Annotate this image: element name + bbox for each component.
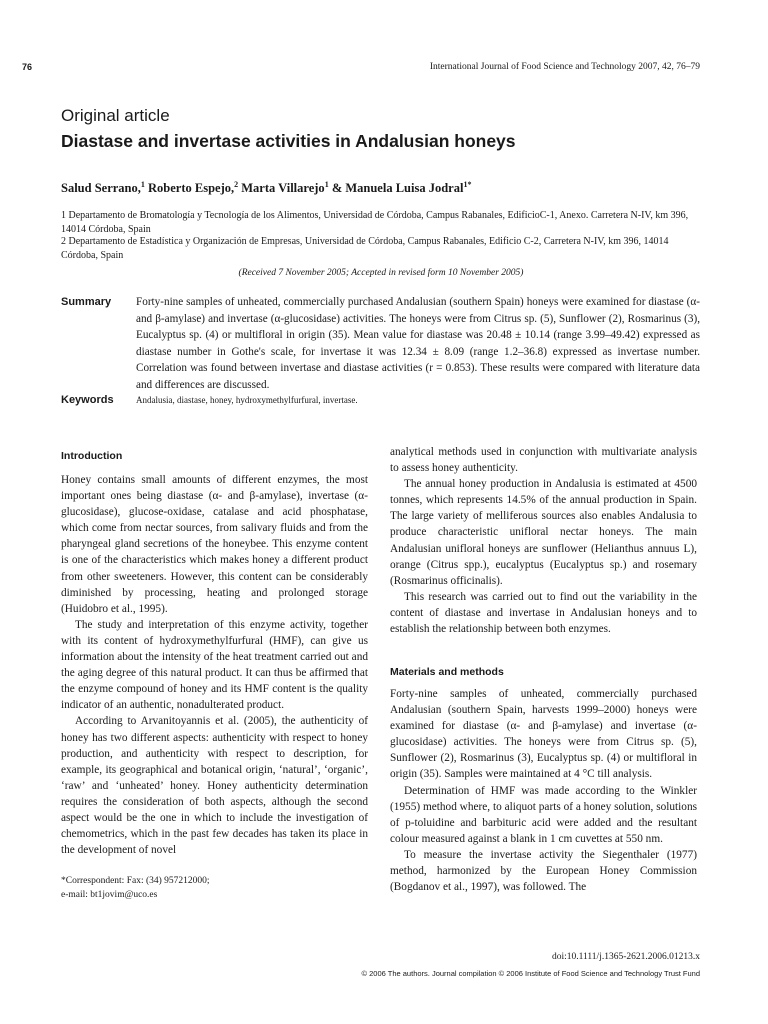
author-list — [61, 180, 471, 196]
keywords-text: Andalusia, diastase, honey, hydroxymethylfurfural, invertase. — [136, 395, 358, 405]
correspondent-email: e-mail: bt1jovim@uco.es — [61, 890, 158, 900]
copyright: © 2006 The authors. Journal compilation © 2006 Institute of Food Science and Technology Trust Fund — [361, 969, 700, 978]
journal-citation: International Journal of Food Science and Technology 2007, 42, 76–79 — [429, 62, 700, 72]
paragraph: The study and interpretation of this enzyme activity, together with its content of hydroxymethylfurfural (HMF), can give us information about the intensity of the heat treatment carried out and the aging degree of this natural product. It can thus be affirmed that the enzyme compound of honey and its HMF content is the quality indicator of an authentic, nonadulterated product. — [61, 618, 368, 712]
page-number: 76 — [22, 62, 33, 72]
left-column — [61, 472, 368, 858]
paragraph: The annual honey production in Andalusia is estimated at 4500 tonnes, which represents 14.5% of the annual production in Spain. The large variety of melliferous sources also enables Andalusia to produce characteristic unifloral nectar honeys. The main Andalusian unifloral honeys are sunflower (Helianthus annuus L), orange (Citrus spp.), eucalyptus (Eucalyptus sp.) and rosemary (Rosmarinus officinalis). — [390, 478, 697, 587]
paragraph: analytical methods used in conjunction with multivariate analysis to assess honey authenticity. — [390, 446, 697, 475]
paragraph: To measure the invertase activity the Siegenthaler (1977) method, harmonized by the European Honey Commission (Bogdanov et al., 1997), was followed. The — [390, 848, 697, 894]
section-heading-introduction: Introduction — [61, 450, 123, 462]
article-type: Original article — [61, 106, 170, 125]
affiliation-2: 2 Departamento de Estadística y Organización de Empresas, Universidad de Córdoba, Campus Rabanales, Edificio C-2, Carretera N-IV, km 396, 14014 Córdoba, Spain — [61, 236, 669, 261]
summary-text: Forty-nine samples of unheated, commercially purchased Andalusian (southern Spain) honeys were examined for diastase (α- and β-amylase) and invertase (α-glucosidase) activities. The honeys were from Citrus sp. (5), Sunflower (2), Rosmarinus (3), Eucalyptus sp. (4) or multifloral in origin (35). Mean value for diastase was 20.48 ± 10.14 (range 3.99–49.42) expressed as diastase number in Gothe's scale, for invertase it was 12.34 ± 8.09 (range 1.2–36.8) expressed as invertase number. Correlation was found between invertase and diastase activities (r = 0.853). These results were compared with literature data and differences are discussed. — [136, 296, 700, 391]
author: Marta Villarejo$^1$ — [241, 180, 329, 196]
author: Roberto Espejo,$^2$ — [148, 180, 239, 196]
author: & Manuela Luisa Jodral$^{1*}$ — [331, 180, 472, 196]
keywords-label: Keywords — [61, 394, 114, 406]
correspondent-fax: *Correspondent: Fax: (34) 957212000; — [61, 876, 210, 886]
right-column — [390, 444, 697, 637]
article-title: Diastase and invertase activities in Andalusian honeys — [61, 131, 516, 151]
author: Salud Serrano,$^1$ — [61, 180, 145, 196]
paragraph: Determination of HMF was made according to the Winkler (1955) method where, to aliquot parts of a honey solution, solutions of p-toluidine and barbituric acid were added and the resultant colour measured against a blank in 1 cm cuvettes at 550 nm. — [390, 784, 697, 845]
correspondence-footnote — [61, 874, 368, 902]
paragraph: Forty-nine samples of unheated, commercially purchased Andalusian (southern Spain, harvests 1999–2000) honeys were examined for diastase (α- and β-amylase) and invertase (α-glucosidase) activities. The honeys were from Citrus sp. (5), Sunflower (2), Rosmarinus (3), Eucalyptus sp. (4) or multifloral in origin (35). Samples were maintained at 4 °C till analysis. — [390, 688, 697, 781]
summary-label: Summary — [61, 296, 112, 308]
section-heading-methods: Materials and methods — [390, 666, 504, 678]
paragraph: According to Arvanitoyannis et al. (2005), the authenticity of honey has two different aspects: authenticity with respect to honey production, and authenticity with respect to description, for example, its geographical and botanical origin, ‘natural’, ‘organic’, ‘raw’ and ‘unheated’ honey. Honey authenticity determination requires the consideration of both aspects, although the second aspect would be the one in which to include the investigation of chemometrics, which in the past few decades has taken its place in the development of novel — [61, 715, 368, 857]
affiliation-1: 1 Departamento de Bromatología y Tecnología de los Alimentos, Universidad de Córdoba, Campus Rabanales, EdificioC-1, Anexo. Carretera N-IV, km 396, 14014 Córdoba, Spain — [61, 210, 689, 235]
doi: doi:10.1111/j.1365-2621.2006.01213.x — [551, 952, 700, 962]
received-dates: (Received 7 November 2005; Accepted in revised form 10 November 2005) — [238, 268, 524, 278]
methods-column — [390, 686, 697, 895]
paragraph: This research was carried out to find out the variability in the content of diastase and invertase in Andalusian honeys and to establish the relationship between both enzymes. — [390, 590, 697, 636]
paragraph: Honey contains small amounts of different enzymes, the most important ones being diastase (α- and β-amylase), invertase (α-glucosidase), glucose-oxidase, catalase and acid phosphatase, which come from nectar sources, from salivary fluids and from the pharyngeal gland secretions of the honeybee. This enzyme content is one of the characteristics which makes honey a different product from other sweeteners. However, this content can be considerably diminished by processing, heating and prolonged storage (Huidobro et al., 1995). — [61, 474, 368, 615]
